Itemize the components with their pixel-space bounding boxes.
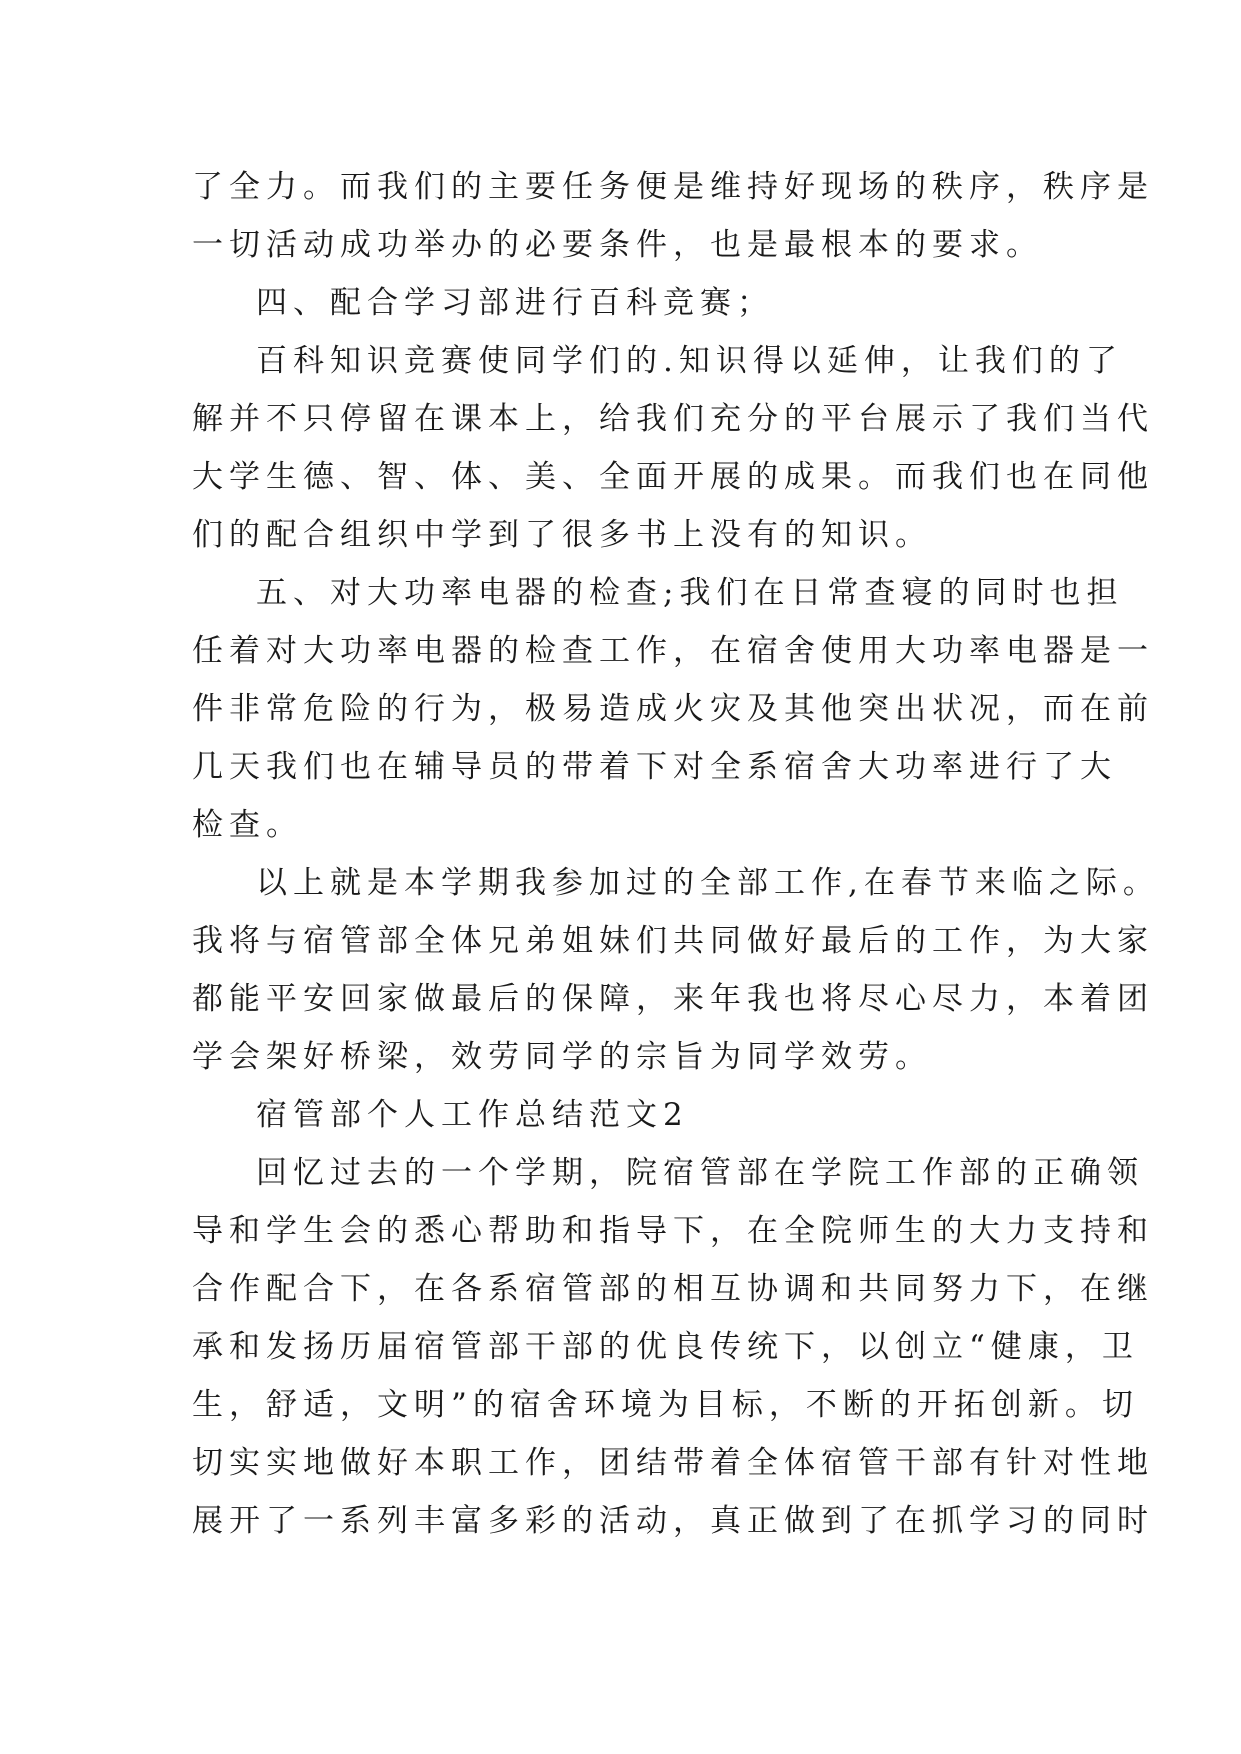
text-line: 都能平安回家做最后的保障，来年我也将尽心尽力，本着团 [192,981,1154,1017]
text-line: 我将与宿管部全体兄弟姐妹们共同做好最后的工作，为大家 [192,923,1154,959]
text-line: 学会架好桥梁，效劳同学的宗旨为同学效劳。 [192,1039,932,1075]
text-line: 件非常危险的行为，极易造成火灾及其他突出状况，而在前 [192,691,1154,727]
text-line: 了全力。而我们的主要任务便是维持好现场的秩序，秩序是 [192,169,1154,205]
text-line: 几天我们也在辅导员的带着下对全系宿舍大功率进行了大 [192,749,1117,785]
text-line: 切实实地做好本职工作，团结带着全体宿管干部有针对性地 [192,1445,1154,1481]
text-line: 以上就是本学期我参加过的全部工作,在春节来临之际。 [256,865,1160,901]
text-line: 四、配合学习部进行百科竞赛； [256,285,774,321]
text-line: 展开了一系列丰富多彩的活动，真正做到了在抓学习的同时 [192,1503,1154,1539]
text-line: 一切活动成功举办的必要条件，也是最根本的要求。 [192,227,1043,263]
text-line: 五、对大功率电器的检查;我们在日常查寝的同时也担 [256,575,1124,611]
text-line: 检查。 [192,807,303,843]
text-line: 生，舒适，文明”的宿舍环境为目标，不断的开拓创新。切 [192,1387,1139,1423]
text-line: 合作配合下，在各系宿管部的相互协调和共同努力下，在继 [192,1271,1154,1307]
document-body [192,158,1160,1550]
text-line: 大学生德、智、体、美、全面开展的成果。而我们也在同他 [192,459,1154,495]
text-line: 百科知识竞赛使同学们的.知识得以延伸，让我们的了 [256,343,1123,379]
text-line: 承和发扬历届宿管部干部的优良传统下，以创立“健康，卫 [192,1329,1139,1365]
text-line: 们的配合组织中学到了很多书上没有的知识。 [192,517,932,553]
text-line: 宿管部个人工作总结范文2 [256,1097,689,1133]
text-line: 解并不只停留在课本上，给我们充分的平台展示了我们当代 [192,401,1154,437]
text-line: 回忆过去的一个学期，院宿管部在学院工作部的正确领 [256,1155,1144,1191]
text-line: 导和学生会的悉心帮助和指导下，在全院师生的大力支持和 [192,1213,1154,1249]
text-line: 任着对大功率电器的检查工作，在宿舍使用大功率电器是一 [192,633,1154,669]
